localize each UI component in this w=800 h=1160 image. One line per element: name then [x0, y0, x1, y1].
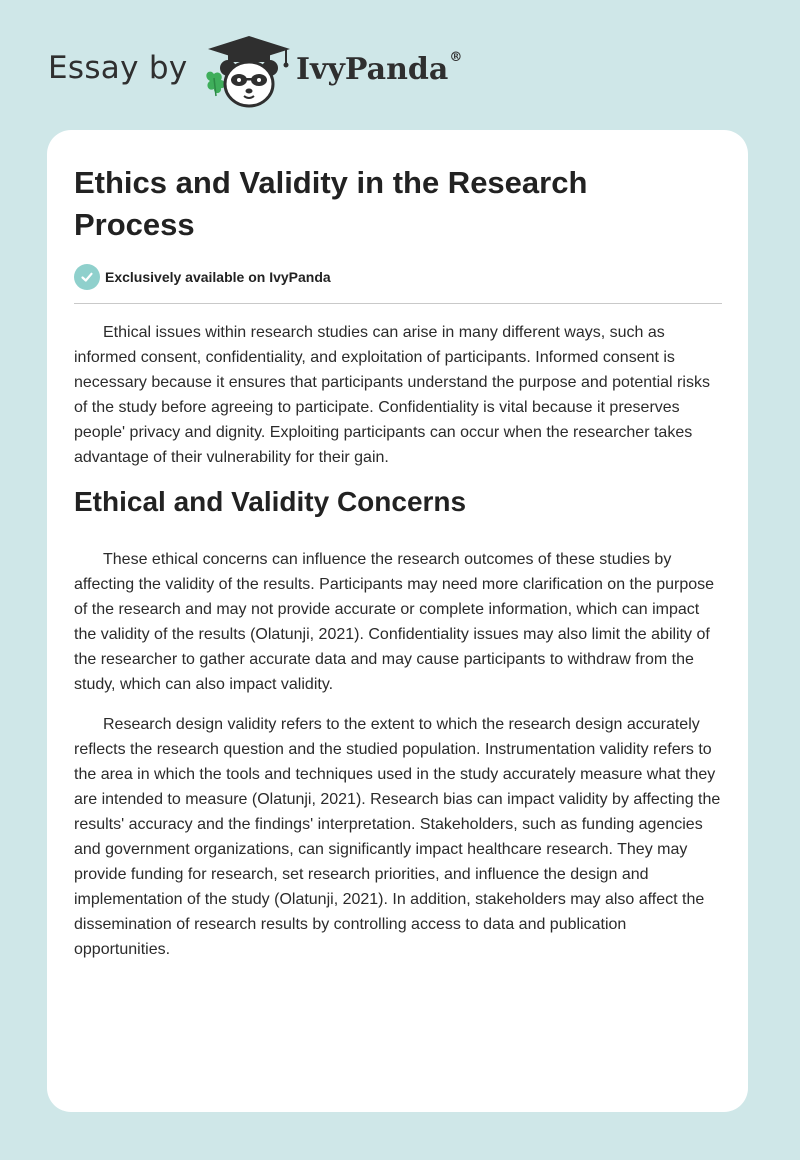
ivy-leaf-icon [206, 72, 225, 96]
essay-card [47, 130, 748, 1112]
registered-mark: ® [449, 50, 463, 65]
brand-name-text: IvyPanda [296, 52, 449, 87]
intro-paragraph: Ethical issues within research studies can arise in many different ways, such as informed consent, confidentiality, and exploitation of participants. Informed consent is necessary because it ensures that participants understand the purpose and potential risks of the study before agreeing to participate. Confidentiality is vital because it preserves people' privacy and dignity. Exploiting participants can occur when the researcher takes advantage of their vulnerability for their gain. [74, 324, 710, 466]
title-divider [74, 303, 722, 304]
exclusive-badge-label: Exclusively available on IvyPanda [105, 268, 331, 285]
essay-body [74, 320, 724, 977]
brand-name[interactable] [296, 52, 462, 87]
essay-title: Ethics and Validity in the Research Process [74, 165, 588, 242]
essay-by-label: Essay by [48, 50, 188, 86]
ivypanda-logo[interactable] [202, 34, 296, 110]
exclusive-badge [74, 263, 331, 290]
site-header [0, 0, 800, 125]
section-heading: Ethical and Validity Concerns [74, 486, 467, 517]
section-paragraph: These ethical concerns can influence the research outcomes of these studies by affecting the validity of the results. Participants may need more clarification on the purpose of the research and may not provide accurate or complete information, which can impact the validity of the results (Olatunji, 2021). Confidentiality issues may also limit the ability of the researcher to gather accurate data and may cause participants to withdraw from the study, which can also impact validity. [74, 551, 715, 693]
panda-graduate-icon [202, 34, 296, 110]
check-icon [74, 264, 100, 290]
section-paragraph: Research design validity refers to the extent to which the research design accurately reflects the research question and the studied population. Instrumentation validity refers to the area in which the tools and techniques used in the study accurately measure what they are intended to measure (Olatunji, 2021). Research bias can impact validity by affecting the results' accuracy and the findings' interpretation. Stakeholders, such as funding agencies and government organizations, can significantly impact healthcare research. They may provide funding for research, set research priorities, and influence the design and implementation of the study (Olatunji, 2021). In addition, stakeholders may also affect the dissemination of research results by controlling access to data and publication opportunities. [74, 716, 721, 958]
